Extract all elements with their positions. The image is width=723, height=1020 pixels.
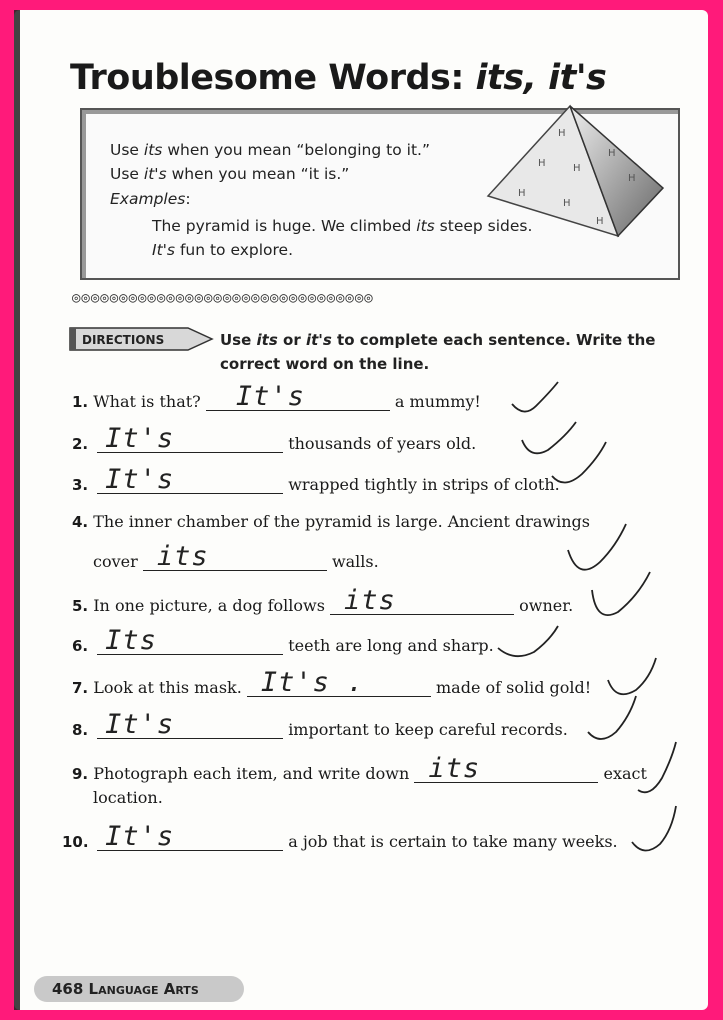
item-number: 5. <box>72 597 89 615</box>
svg-text:H: H <box>596 216 604 227</box>
handwritten-answer: It's <box>235 381 305 412</box>
rule-text: Use <box>110 165 139 183</box>
example-text: steep sides. <box>439 217 533 235</box>
example-1 <box>152 217 532 235</box>
title-words: its, it's <box>475 58 607 98</box>
example-text: The pyramid is huge. We climbed <box>152 217 412 235</box>
rule-word: it's <box>143 165 167 183</box>
dir-text-part: Use <box>220 331 252 349</box>
answer-line[interactable] <box>97 423 283 454</box>
checkmark-icon <box>588 568 658 628</box>
handwritten-answer: It's <box>105 709 175 740</box>
example-2 <box>152 241 293 259</box>
rule-it-s <box>110 165 349 183</box>
answer-line[interactable] <box>330 585 514 616</box>
pyramid-illustration <box>478 96 668 246</box>
item-4-line-2 <box>93 541 379 572</box>
item-text: made of solid gold! <box>436 678 592 697</box>
answer-line[interactable] <box>206 381 390 412</box>
example-word: its <box>416 217 435 235</box>
item-number: 1. <box>72 393 89 411</box>
rule-word: its <box>143 141 163 159</box>
answer-line[interactable] <box>97 625 283 656</box>
answer-line[interactable] <box>143 541 327 572</box>
svg-text:H: H <box>538 158 546 169</box>
page-title <box>70 58 606 98</box>
item-9 <box>72 753 647 784</box>
item-2 <box>72 423 477 454</box>
item-number: 8. <box>72 721 89 739</box>
footer-label: Language Arts <box>88 980 199 998</box>
item-text: walls. <box>331 552 379 571</box>
page-number: 468 <box>52 980 84 998</box>
item-10 <box>62 821 618 852</box>
answer-line[interactable] <box>414 753 598 784</box>
svg-text:H: H <box>558 128 566 139</box>
handwritten-answer: its <box>344 585 396 616</box>
item-number: 7. <box>72 679 89 697</box>
directions-badge <box>68 326 214 352</box>
item-number: 2. <box>72 435 89 453</box>
worksheet-page <box>14 10 708 1010</box>
item-text: thousands of years old. <box>288 434 477 453</box>
handwritten-answer: It's . <box>260 667 365 698</box>
item-text: Photograph each item, and write down <box>93 764 410 783</box>
svg-text:H: H <box>573 163 581 174</box>
svg-text:H: H <box>608 148 616 159</box>
item-3 <box>72 464 560 495</box>
item-text: owner. <box>519 596 574 615</box>
title-main: Troublesome Words: <box>70 58 464 98</box>
example-text: fun to explore. <box>179 241 294 259</box>
item-9-line-2 <box>93 788 163 807</box>
item-text: What is that? <box>93 392 201 411</box>
item-text: The inner chamber of the pyramid is large. Ancient drawings <box>93 512 590 531</box>
item-4 <box>72 512 590 531</box>
binder-edge <box>14 10 20 1010</box>
item-text: teeth are long and sharp. <box>288 636 494 655</box>
item-text: wrapped tightly in strips of cloth. <box>288 475 560 494</box>
item-number: 9. <box>72 765 89 783</box>
answer-line[interactable] <box>97 709 283 740</box>
item-text: Look at this mask. <box>93 678 242 697</box>
item-number: 6. <box>72 637 89 655</box>
item-1 <box>72 381 481 412</box>
handwritten-answer: It's <box>105 821 175 852</box>
item-number: 10. <box>62 833 89 851</box>
item-text: a mummy! <box>394 392 481 411</box>
dir-text-part: to complete each sentence. Write the correct word on the line. <box>220 331 656 373</box>
svg-text:H: H <box>563 198 571 209</box>
rule-text: Use <box>110 141 139 159</box>
directions-badge-label: DIRECTIONS <box>82 333 165 347</box>
answer-line[interactable] <box>97 821 283 852</box>
checkmark-icon <box>510 378 570 418</box>
checkmark-icon <box>496 622 566 666</box>
item-text: cover <box>93 552 138 571</box>
directions-text <box>220 328 690 376</box>
item-6 <box>72 625 494 656</box>
examples-label: Examples: <box>110 190 191 208</box>
checkmark-icon <box>636 740 686 800</box>
dir-word: it's <box>305 331 332 349</box>
svg-text:H: H <box>518 188 526 199</box>
rule-its <box>110 141 430 159</box>
rule-text: when you mean “it is.” <box>171 165 350 183</box>
dir-text-part: or <box>283 331 301 349</box>
handwritten-answer: It's <box>105 423 175 454</box>
item-text: location. <box>93 788 163 807</box>
handwritten-answer: its <box>428 753 481 784</box>
item-number: 4. <box>72 513 89 531</box>
item-7 <box>72 667 592 698</box>
page-footer <box>34 976 244 1002</box>
item-text: important to keep careful records. <box>288 720 568 739</box>
handwritten-answer: It's <box>105 464 175 495</box>
handwritten-answer: Its <box>105 625 157 656</box>
answer-line[interactable] <box>97 464 283 495</box>
checkmark-icon <box>550 438 620 494</box>
dir-word: its <box>256 331 278 349</box>
item-text: exact <box>603 764 647 783</box>
svg-text:H: H <box>628 173 636 184</box>
rule-text: when you mean “belonging to it.” <box>167 141 430 159</box>
example-word: It's <box>152 241 175 259</box>
item-text: a job that is certain to take many weeks. <box>288 832 618 851</box>
examples-label-text: Examples <box>110 190 186 208</box>
item-5 <box>72 585 574 616</box>
checkmark-icon <box>630 802 686 862</box>
decorative-chain: ◎◎◎◎◎◎◎◎◎◎◎◎◎◎◎◎◎◎◎◎◎◎◎◎◎◎◎◎◎◎◎◎ <box>72 290 374 306</box>
handwritten-answer: its <box>156 541 209 572</box>
answer-line[interactable] <box>247 667 431 698</box>
item-text: In one picture, a dog follows <box>93 596 325 615</box>
item-number: 3. <box>72 476 89 494</box>
item-8 <box>72 709 568 740</box>
